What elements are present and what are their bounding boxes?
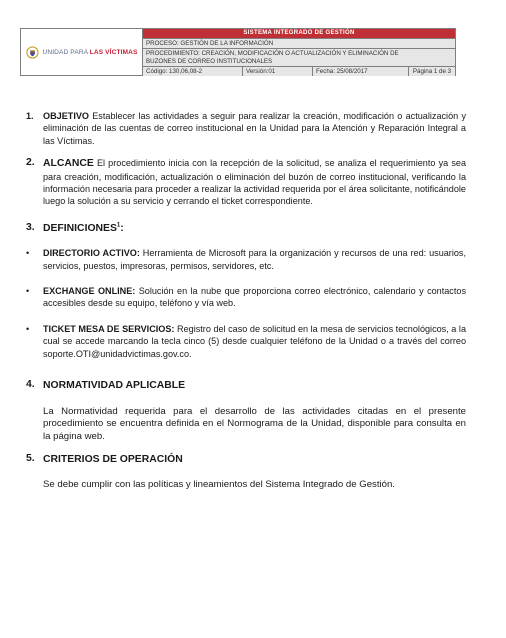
bullet-icon: •: [26, 323, 30, 334]
process-label: PROCESO: GESTIÓN DE LA INFORMACIÓN: [143, 38, 455, 48]
section-normatividad: 4. NORMATIVIDAD APLICABLE: [26, 379, 185, 392]
section-text: El procedimiento inicia con la recepción de la solicitud, se analiza el requerimiento ya sea para creación, modificación, actualización o eliminación del buzón de correo institucional, verificando la información necesaria para proceder a realizar la actividad requerida por el área solicitante, notificándole luego la solución a su servicio y cerrando el ticket correspondiente.: [43, 158, 466, 207]
section-criterios: 5. CRITERIOS DE OPERACIÓN: [26, 453, 183, 466]
section-title: CRITERIOS DE OPERACIÓN: [43, 454, 183, 466]
system-title: SISTEMA INTEGRADO DE GESTIÓN: [143, 29, 455, 38]
page-number: Página 1 de 3: [409, 67, 455, 76]
document-code: Código: 130,06,08-2: [143, 67, 243, 76]
section-alcance: 2. ALCANCE El procedimiento inicia con la recepción de la solicitud, se analiza el requerimiento ya sea para creación, modificación, actualización o eliminación del buzón de correo institucional, verificando la información necesaria para proceder a realizar la actividad requerida por el área solicitante, notificándole luego la solución a su servicio y cerrando el ticket correspondiente.: [26, 157, 466, 207]
bullet-icon: •: [26, 248, 30, 259]
section-text: Se debe cumplir con las políticas y lineamientos del Sistema Integrado de Gestión.: [43, 478, 395, 490]
definition-item: • EXCHANGE ONLINE: Solución en la nube que proporciona correo electrónico, calendario y contactos accesibles desde su equipo, teléfono y vía web.: [26, 286, 466, 309]
definition-item: • TICKET MESA DE SERVICIOS: Registro del caso de solicitud en la mesa de servicios tecnológicos, a la cual se accede marcando la tecla cinco (5) desde cualquier teléfono de la Unidad o a través del correo soporte.OTI@unidadvictimas.gov.co.: [26, 323, 467, 359]
logo: [21, 29, 143, 75]
section-text: Establecer las actividades a seguir para realizar la creación, modificación o actualización y eliminación de las cuentas de correo institucional en la Unidad para la Atención y Reparación Integral a las Víctimas.: [43, 111, 466, 146]
document-body: [26, 110, 466, 491]
section-title: ALCANCE: [43, 158, 94, 170]
document-meta: [143, 66, 455, 76]
section-objetivo: 1. OBJETIVO Establecer las actividades a seguir para realizar la creación, modificación o actualización y eliminación de las cuentas de correo institucional en la Unidad para la Atención y Reparación Integral a las Víctimas.: [26, 111, 466, 146]
section-title: DEFINICIONES$^1$:: [43, 222, 124, 234]
section-title: OBJETIVO: [43, 111, 89, 121]
logo-text: UNIDAD PARA LAS VÍCTIMAS: [42, 48, 138, 56]
section-text: La Normatividad requerida para el desarrollo de las actividades citadas en el presente procedimiento se encuentra definida en el Normograma de la Unidad, disponible para consulta en la página web.: [43, 405, 466, 442]
bullet-icon: •: [26, 286, 30, 297]
section-definiciones: 3. DEFINICIONES$^1$:: [26, 221, 124, 234]
document-date: Fecha: 25/08/2017: [313, 67, 409, 76]
footnote-marker[interactable]: 1: [116, 222, 121, 229]
document-header: [20, 28, 456, 76]
procedure-label: PROCEDIMIENTO: CREACIÓN, MODIFICACIÓN O ACTUALIZACIÓN Y ELIMINACIÓN DE BUZONES DE CORREO INSTITUCIONALES: [143, 48, 455, 66]
coat-of-arms-icon: [26, 46, 39, 59]
definition-item: • DIRECTORIO ACTIVO: Herramienta de Microsoft para la organización y recursos de una red: usuarios, servicios, puestos, impresoras, permisos, servidores, etc.: [26, 248, 466, 271]
document-version: Versión:01: [243, 67, 313, 76]
section-title: NORMATIVIDAD APLICABLE: [43, 380, 185, 392]
